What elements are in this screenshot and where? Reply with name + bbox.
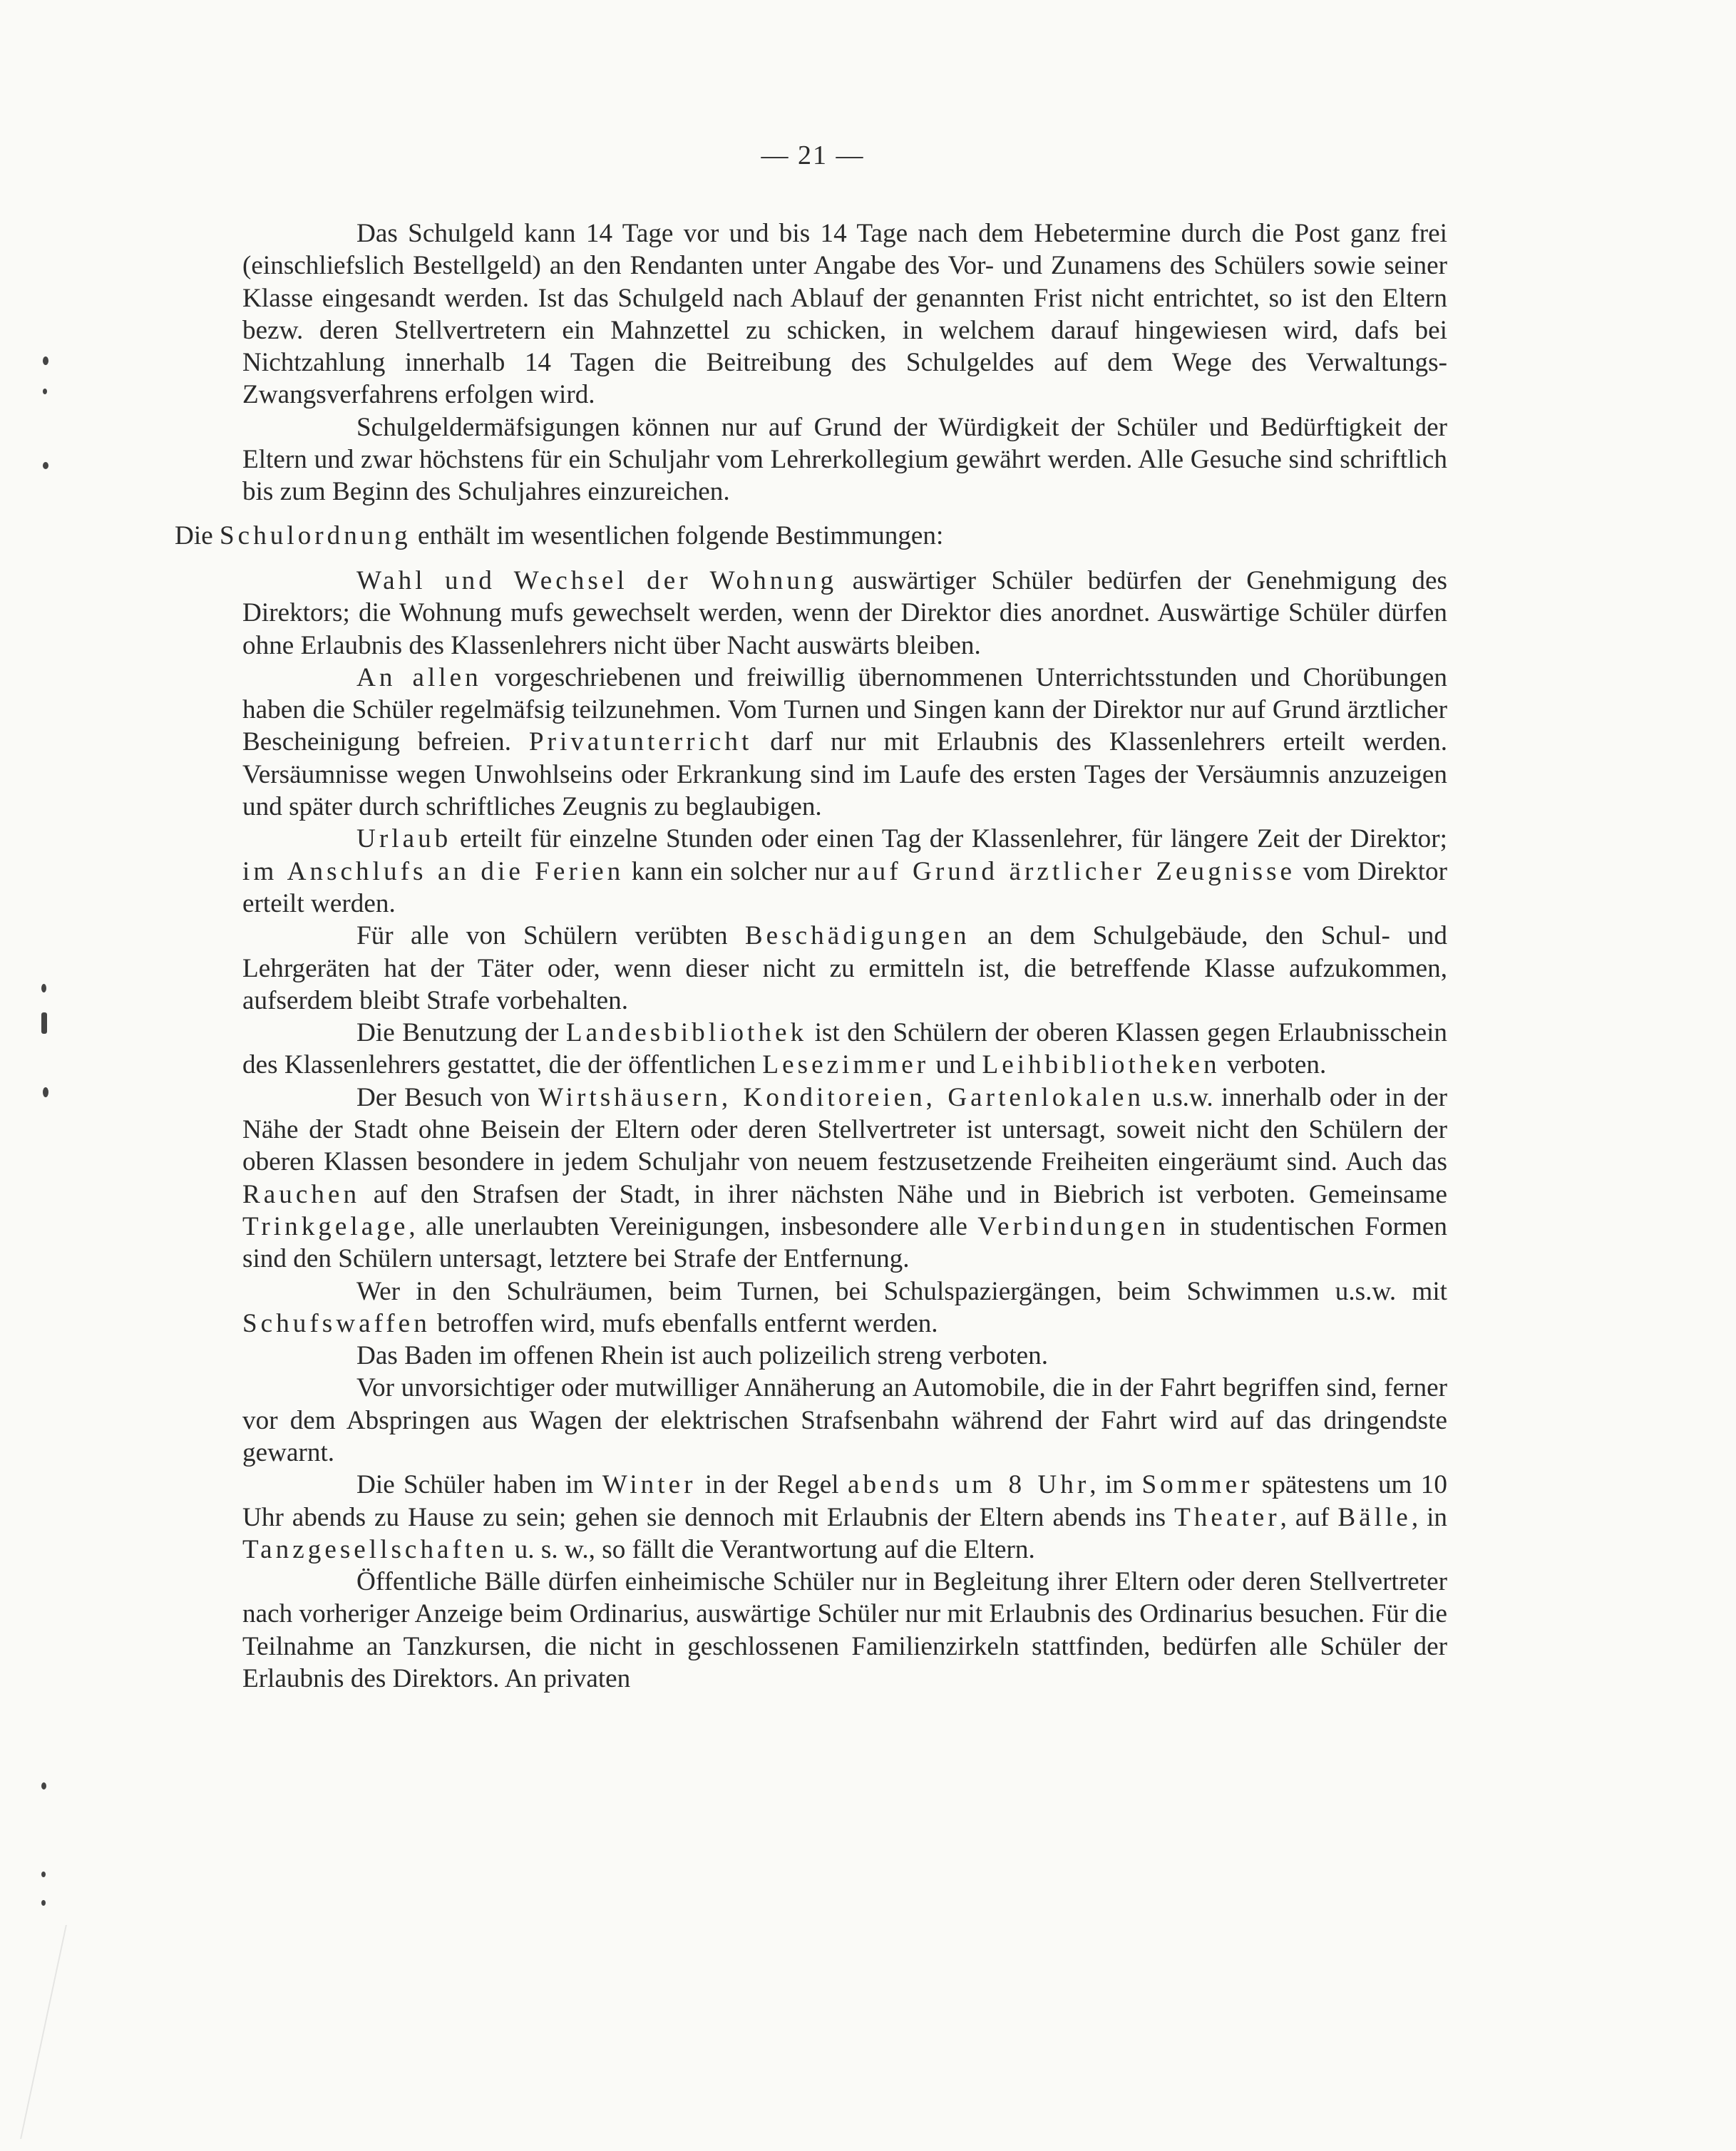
text-segment: Die Schüler haben im — [356, 1470, 602, 1500]
text-segment: , auf — [1280, 1502, 1338, 1532]
text-segment: auswärtiger Schüler bedürfen der Genehmigung des Direktors; die Wohnung mufs gewechselt werden, wenn der Direktor dies anordnet. Auswärtige Schüler dürfen ohne Erlaubnis des Klassenlehrers nicht über Nacht auswärts bleiben. — [242, 565, 1447, 660]
emphasized-text: Wirtshäusern, Konditoreien, Gartenlokalen — [538, 1082, 1144, 1112]
text-segment: enthält im wesentlichen folgende Bestimmungen: — [411, 520, 944, 550]
emphasized-text: Privatunterricht — [528, 727, 753, 757]
text-segment: Das Schulgeld kann 14 Tage vor und bis 14 Tage nach dem Hebetermine durch die Post ganz frei (einschliefslich Bestellgeld) an den Rendanten unter Angabe des Vor- und Zunamens des Schülers sowie seiner Klasse eingesandt werden. Ist das Schulgeld nach Ablauf der genannten Frist nicht entrichtet, so ist den Eltern bezw. deren Stellvertretern ein Mahnzettel zu schicken, in welchem darauf hingewiesen wird, dafs bei Nichtzahlung innerhalb 14 Tagen die Beitreibung des Schulgeldes auf dem Wege des Verwaltungs-Zwangsverfahrens erfolgen wird. — [242, 219, 1447, 410]
text-segment: ist den Schülern der oberen Klassen gegen Erlaubnisschein des Klassenlehrers gestattet, die der öffentlichen — [242, 1018, 1448, 1080]
text-segment: vorgeschriebenen und freiwillig übernommenen Unterrichtsstunden und Chorübungen haben die Schüler regelmäfsig teilzunehmen. Vom Turnen und Singen kann der Direktor nur auf Grund ärztlicher Bescheinigung befreien. — [242, 662, 1448, 757]
emphasized-text: Trinkgelage — [242, 1211, 409, 1241]
paragraph — [242, 1082, 1447, 1275]
emphasized-text: Beschädigungen — [744, 921, 970, 951]
paragraph — [242, 411, 1447, 508]
text-segment: u.s.w. innerhalb oder in der Nähe der Stadt ohne Beisein der Eltern oder deren Stellvertreter ist untersagt, soweit nicht den Schülern der oberen Klassen besondere in jedem Schuljahr von neuem festzusetzende Freiheiten eingeräumt sind. Auch das — [242, 1082, 1447, 1177]
text-segment: Der Besuch von — [356, 1082, 539, 1112]
emphasized-text: im Anschlufs an die Ferien — [242, 856, 625, 886]
margin-speck — [41, 1900, 46, 1906]
text-segment: Öffentliche Bälle dürfen einheimische Schüler nur in Begleitung ihrer Eltern oder deren Stellvertreter nach vorheriger Anzeige beim Ordinarius, auswärtige Schüler nur mit Erlaubnis des Ordinarius besuchen. Für die Teilnahme an Tanzkursen, die nicht in geschlossenen Familienzirkeln stattfinden, bedürfen alle Schüler der Erlaubnis des Direktors. An privaten — [242, 1567, 1447, 1694]
text-segment: in studentischen Formen sind den Schülern untersagt, letztere bei Strafe der Entfernung. — [242, 1211, 1447, 1274]
text-segment: darf nur mit Erlaubnis des Klassenlehrers erteilt werden. Versäumnisse wegen Unwohlseins oder Erkrankung sind im Laufe des ersten Tages der Versäumnis anzuzeigen und später durch schriftliches Zeugnis zu beglaubigen. — [242, 727, 1447, 822]
page-number: — 21 — — [761, 140, 865, 170]
margin-speck — [41, 1012, 47, 1034]
paragraph — [242, 920, 1447, 1017]
margin-speck — [41, 984, 46, 992]
section-heading-paragraph — [175, 520, 1447, 552]
emphasized-text: Urlaub — [356, 824, 452, 854]
paragraph — [242, 823, 1447, 920]
emphasized-text: Verbindungen — [977, 1211, 1169, 1241]
margin-speck — [43, 462, 48, 469]
emphasized-text: Lesezimmer — [762, 1050, 930, 1080]
text-segment: Vor unvorsichtiger oder mutwilliger Annäherung an Automobile, die in der Fahrt begriffen sind, ferner vor dem Abspringen aus Wagen der elektrischen Strafsenbahn während der Fahrt wird auf das dringendste gewarnt. — [242, 1373, 1447, 1467]
text-segment: u. s. w., so fällt die Verantwortung auf die Eltern. — [508, 1534, 1035, 1564]
margin-speck — [43, 356, 48, 365]
margin-speck — [43, 389, 47, 394]
paragraph — [242, 662, 1447, 823]
margin-speck — [43, 1087, 48, 1097]
emphasized-text: Bälle — [1337, 1502, 1412, 1532]
body-text — [175, 217, 1448, 1695]
emphasized-text: Wahl und Wechsel der Wohnung — [356, 565, 838, 595]
margin-speck — [41, 1872, 46, 1877]
paragraph — [242, 217, 1447, 411]
paragraph — [242, 1340, 1447, 1372]
paragraph — [242, 1372, 1447, 1469]
paragraph — [242, 1566, 1447, 1695]
emphasized-text: Schufswaffen — [242, 1308, 431, 1338]
text-segment: an dem Schulgebäude, den Schul- und Lehrgeräten hat der Täter oder, wenn dieser nicht zu ermitteln ist, die betreffende Klasse aufzukommen, aufserdem bleibt Strafe vorbehalten. — [242, 921, 1447, 1015]
text-segment: in der Regel — [696, 1470, 848, 1500]
emphasized-text: Rauchen — [242, 1179, 361, 1209]
text-segment: erteilt für einzelne Stunden oder einen Tag der Klassenlehrer, für längere Zeit der Direktor; — [451, 824, 1447, 854]
emphasized-text: auf Grund ärztlicher Zeugnisse — [857, 856, 1296, 886]
paragraph — [242, 1275, 1447, 1340]
text-segment: , in — [1411, 1502, 1447, 1532]
page-edge-mark — [0, 1925, 67, 2139]
text-segment: verboten. — [1220, 1050, 1327, 1080]
text-segment: , im — [1089, 1470, 1142, 1500]
emphasized-text: Schulordnung — [220, 520, 411, 550]
text-segment: und — [929, 1050, 982, 1080]
paragraph — [242, 565, 1447, 662]
text-segment: Für alle von Schülern verübten — [356, 921, 745, 951]
emphasized-text: Winter — [602, 1470, 697, 1500]
text-segment: , alle unerlaubten Vereinigungen, insbesondere alle — [409, 1211, 978, 1241]
emphasized-text: An allen — [356, 662, 482, 692]
text-segment: vom Direktor erteilt werden. — [242, 856, 1447, 918]
text-segment: Das Baden im offenen Rhein ist auch polizeilich streng verboten. — [356, 1341, 1049, 1371]
paragraph — [242, 1017, 1447, 1082]
text-segment: betroffen wird, mufs ebenfalls entfernt werden. — [430, 1308, 938, 1338]
paragraph — [242, 1469, 1447, 1566]
text-segment: Die — [175, 520, 220, 550]
emphasized-text: Sommer — [1141, 1470, 1253, 1500]
emphasized-text: Leihbibliotheken — [982, 1050, 1221, 1080]
text-segment: Schulgeldermäfsigungen können nur auf Grund der Würdigkeit der Schüler und Bedürftigkeit der Eltern und zwar höchstens für ein Schuljahr vom Lehrerkollegium gewährt werden. Alle Gesuche sind schriftlich bis zum Beginn des Schuljahres einzureichen. — [242, 412, 1447, 507]
emphasized-text: Theater — [1174, 1502, 1280, 1532]
emphasized-text: Landesbibliothek — [565, 1018, 808, 1048]
emphasized-text: abends um 8 Uhr — [847, 1470, 1090, 1500]
text-segment: auf den Strafsen der Stadt, in ihrer nächsten Nähe und in Biebrich ist verboten. Gemeinsame — [360, 1179, 1447, 1209]
text-segment: kann ein solcher nur — [624, 856, 858, 886]
text-segment: Die Benutzung der — [356, 1018, 566, 1048]
emphasized-text: Tanzgesellschaften — [242, 1534, 508, 1564]
text-segment: Wer in den Schulräumen, beim Turnen, bei Schulspaziergängen, beim Schwimmen u.s.w. mit — [356, 1276, 1447, 1306]
text-segment: spätestens um 10 Uhr abends zu Hause zu sein; gehen sie dennoch mit Erlaubnis der Eltern abends ins — [242, 1470, 1447, 1532]
margin-speck — [41, 1782, 46, 1790]
